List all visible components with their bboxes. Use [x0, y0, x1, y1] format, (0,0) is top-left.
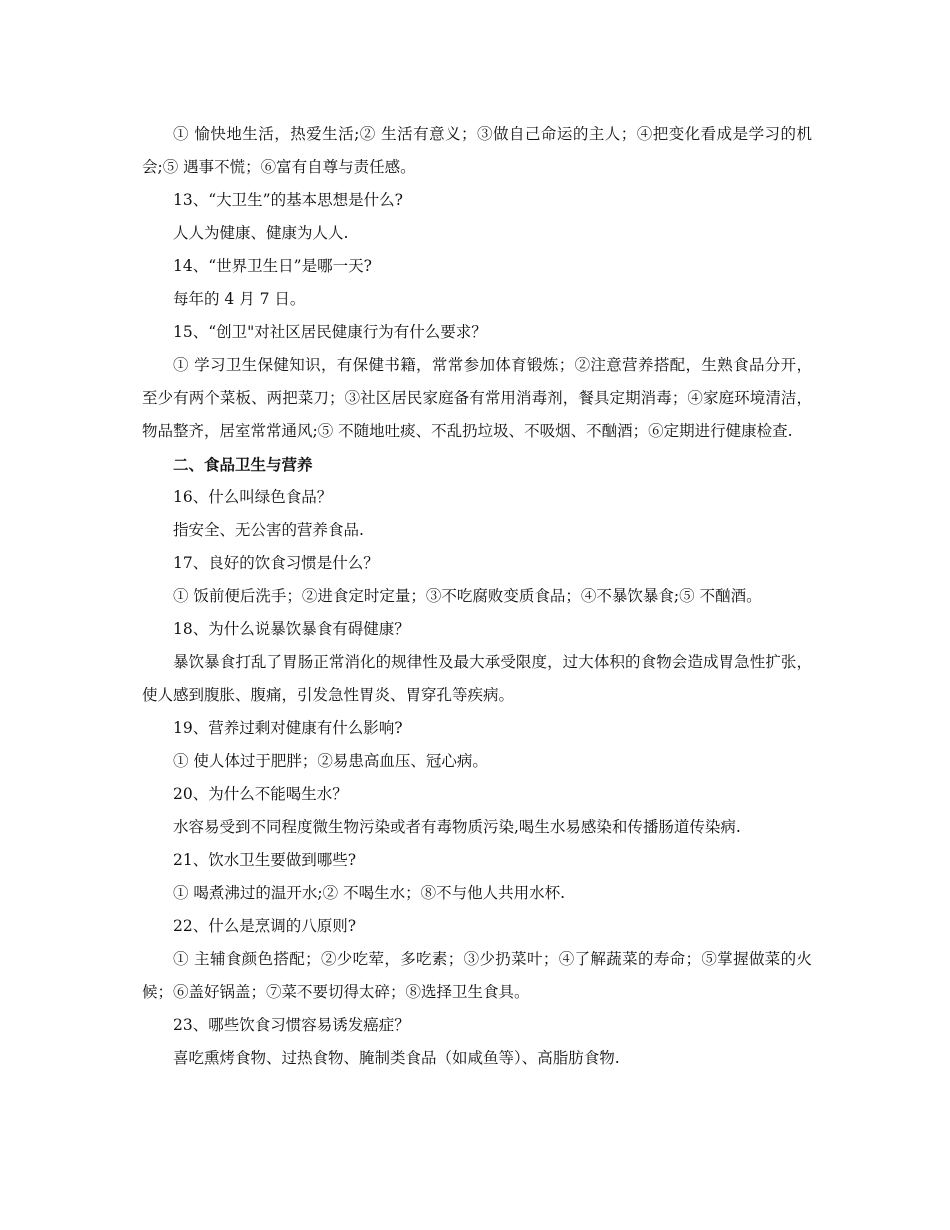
question-21: 21、饮水卫生要做到哪些?	[173, 851, 357, 869]
question-20: 20、为什么不能喝生水？	[173, 785, 348, 803]
question-16: 16、什么叫绿色食品？	[173, 488, 333, 506]
answer-paragraph: ① 使人体过于肥胖；②易患高血压、冠心病。	[173, 752, 488, 770]
question-18: 18、为什么说暴饮暴食有碍健康？	[173, 620, 410, 638]
question-13: 13、“大卫生”的基本思想是什么?	[173, 191, 403, 209]
question-15: 15、“创卫"对社区居民健康行为有什么要求？	[173, 323, 487, 341]
document-page	[142, 118, 812, 1075]
question-23: 23、哪些饮食习惯容易诱发癌症？	[173, 1016, 410, 1034]
answer-paragraph: ① 喝煮沸过的温开水;② 不喝生水；⑧不与他人共用水杯.	[173, 884, 566, 902]
question-22: 22、什么是烹调的八原则?	[173, 917, 357, 935]
answer-paragraph: 指安全、无公害的营养食品.	[173, 521, 364, 539]
answer-paragraph: ① 愉快地生活，热爱生活;② 生活有意义；③做自己命运的主人；④把变化看成是学习的机会;⑤ 遇事不慌；⑥富有自尊与责任感。	[142, 125, 812, 176]
answer-paragraph: 喜吃熏烤食物、过热食物、腌制类食品（如咸鱼等）、高脂肪食物.	[173, 1049, 620, 1067]
answer-paragraph: ① 主辅食颜色搭配；②少吃荤，多吃素；③少扔菜叶；④了解蔬菜的寿命；⑤掌握做菜的火候；⑥盖好锅盖；⑦菜不要切得太碎；⑧选择卫生食具。	[142, 950, 812, 1001]
answer-paragraph: ① 饭前便后洗手；②进食定时定量；③不吃腐败变质食品；④不暴饮暴食;⑤ 不酗酒。	[173, 587, 762, 605]
answer-paragraph: ① 学习卫生保健知识，有保健书籍，常常参加体育锻炼；②注意营养搭配，生熟食品分开，至少有两个菜板、两把菜刀；③社区居民家庭备有常用消毒剂，餐具定期消毒；④家庭环境清洁，物品整齐，居室常常通风;⑤ 不随地吐痰、不乱扔垃圾、不吸烟、不酗酒；⑥定期进行健康检查.	[142, 356, 812, 440]
question-14: 14、“世界卫生日”是哪一天?	[173, 257, 372, 275]
answer-paragraph: 水容易受到不同程度微生物污染或者有毒物质污染,喝生水易感染和传播肠道传染病.	[173, 818, 741, 836]
answer-paragraph: 每年的 4 月 7 日。	[173, 290, 306, 308]
question-19: 19、营养过剩对健康有什么影响?	[173, 719, 403, 737]
answer-paragraph: 暴饮暴食打乱了胃肠正常消化的规律性及最大承受限度，过大体积的食物会造成胃急性扩张，使人感到腹胀、腹痛，引发急性胃炎、胃穿孔等疾病。	[142, 653, 812, 704]
answer-paragraph: 人人为健康、健康为人人.	[173, 224, 349, 242]
question-17: 17、良好的饮食习惯是什么？	[173, 554, 379, 572]
section-heading: 二、食品卫生与营养	[173, 455, 313, 474]
